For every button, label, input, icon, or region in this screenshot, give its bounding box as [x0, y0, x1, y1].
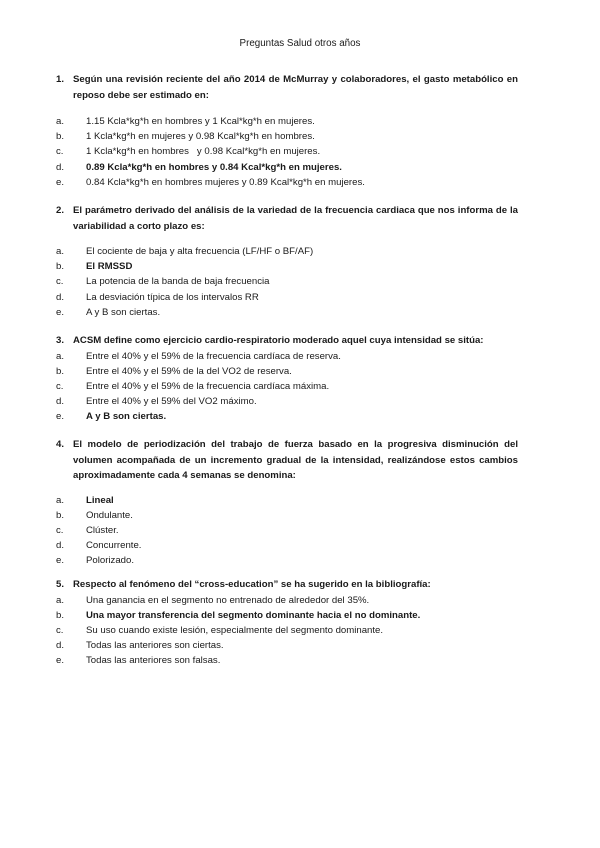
- option-letter: b.: [56, 509, 65, 521]
- option-text: Entre el 40% y el 59% del VO2 máximo.: [86, 396, 257, 408]
- option-text: El RMSSD: [86, 261, 133, 273]
- question-text: El parámetro derivado del análisis de la variedad de la frecuencia cardiaca que nos informa de la variabilidad a corto plazo es:: [73, 205, 518, 232]
- option-text: Su uso cuando existe lesión, especialmente del segmento dominante.: [86, 624, 384, 636]
- question-number: 5.: [56, 579, 65, 590]
- option-e: [56, 175, 518, 190]
- option-letter: c.: [56, 524, 64, 536]
- question-text: El modelo de periodización del trabajo de fuerza basado en la progresiva disminución del volumen acompañada de un incremento gradual de la intensidad, realizándose estos cambios aproximadamente cada 4 semanas se denomina:: [73, 439, 518, 481]
- option-letter: e.: [56, 555, 65, 567]
- option-text: Todas las anteriores son ciertas.: [86, 640, 224, 652]
- question-4: [56, 437, 518, 568]
- option-letter: e.: [56, 411, 65, 423]
- question-header: [56, 72, 518, 103]
- question-header: [56, 333, 518, 349]
- question-text: ACSM define como ejercicio cardio-respiratorio moderado aquel cuya intensidad se sitúa:: [73, 335, 484, 346]
- question-3: [56, 333, 518, 424]
- option-text: 1 Kcla*kg*h en hombres y 0.98 Kcal*kg*h en mujeres.: [86, 146, 321, 158]
- option-b: [56, 259, 518, 274]
- options-list: [56, 349, 518, 425]
- option-text: La desviación típica de los intervalos RR: [86, 291, 259, 303]
- option-letter: c.: [56, 380, 64, 392]
- option-letter: c.: [56, 624, 64, 636]
- option-text: Lineal: [86, 494, 114, 506]
- options-list: [56, 593, 518, 669]
- option-c: [56, 144, 518, 159]
- option-d: [56, 290, 518, 305]
- option-b: [56, 508, 518, 523]
- option-c: [56, 523, 518, 538]
- option-c: [56, 379, 518, 394]
- option-text: Concurrente.: [86, 540, 142, 552]
- option-text: A y B son ciertas.: [86, 306, 161, 318]
- question-2: [56, 203, 518, 320]
- question-header: [56, 577, 518, 593]
- option-c: [56, 623, 518, 638]
- option-a: [56, 493, 518, 508]
- option-text: 1.15 Kcla*kg*h en hombres y 1 Kcal*kg*h en mujeres.: [86, 116, 315, 127]
- question-text: Respecto al fenómeno del “cross-education” se ha sugerido en la bibliografía:: [73, 579, 431, 590]
- option-e: [56, 653, 518, 668]
- option-text: 0.89 Kcla*kg*h en hombres y 0.84 Kcal*kg*h en mujeres.: [86, 161, 342, 173]
- option-text: A y B son ciertas.: [86, 411, 167, 423]
- option-letter: b.: [56, 131, 65, 143]
- option-text: Clúster.: [86, 524, 119, 536]
- question-number: 3.: [56, 335, 65, 346]
- option-d: [56, 394, 518, 409]
- question-number: 1.: [56, 74, 65, 85]
- option-letter: c.: [56, 276, 64, 288]
- option-text: Polorizado.: [86, 555, 134, 567]
- option-text: Ondulante.: [86, 509, 133, 521]
- question-header: [56, 437, 518, 484]
- question-number: 2.: [56, 205, 65, 216]
- option-text: Entre el 40% y el 59% de la del VO2 de reserva.: [86, 365, 292, 377]
- question-1: [56, 72, 518, 190]
- option-letter: e.: [56, 306, 65, 318]
- option-text: 1 Kcla*kg*h en mujeres y 0.98 Kcal*kg*h en hombres.: [86, 131, 315, 143]
- option-c: [56, 274, 518, 289]
- option-b: [56, 608, 518, 623]
- option-b: [56, 364, 518, 379]
- option-a: [56, 593, 518, 608]
- option-letter: d.: [56, 291, 65, 303]
- question-header: [56, 203, 518, 234]
- option-text: Entre el 40% y el 59% de la frecuencia cardíaca máxima.: [86, 380, 330, 392]
- option-text: Todas las anteriores son falsas.: [86, 655, 221, 667]
- page-title: Preguntas Salud otros años: [239, 38, 361, 49]
- option-text: Una mayor transferencia del segmento dominante hacia el no dominante.: [86, 609, 421, 621]
- option-letter: b.: [56, 365, 65, 377]
- option-letter: d.: [56, 540, 65, 552]
- question-5: [56, 577, 518, 668]
- option-d: [56, 538, 518, 553]
- option-text: El cociente de baja y alta frecuencia (LF/HF o BF/AF): [86, 246, 314, 257]
- options-list: [56, 493, 518, 569]
- option-b: [56, 129, 518, 144]
- option-text: 0.84 Kcla*kg*h en hombres mujeres y 0.89 Kcal*kg*h en mujeres.: [86, 176, 365, 188]
- option-letter: b.: [56, 261, 65, 273]
- option-letter: e.: [56, 655, 65, 667]
- question-text: Según una revisión reciente del año 2014 de McMurray y colaboradores, el gasto metabólico en reposo debe ser estimado en:: [73, 74, 518, 101]
- option-letter: c.: [56, 146, 64, 158]
- option-letter: a.: [56, 246, 65, 257]
- option-letter: d.: [56, 640, 65, 652]
- option-text: La potencia de la banda de baja frecuencia: [86, 276, 270, 288]
- option-letter: e.: [56, 176, 65, 188]
- option-letter: a.: [56, 494, 65, 506]
- option-letter: b.: [56, 609, 65, 621]
- option-e: [56, 409, 518, 424]
- option-letter: a.: [56, 350, 65, 362]
- option-letter: d.: [56, 396, 65, 408]
- option-text: Entre el 40% y el 59% de la frecuencia cardíaca de reserva.: [86, 350, 341, 362]
- option-letter: d.: [56, 161, 65, 173]
- option-letter: a.: [56, 116, 65, 127]
- option-letter: a.: [56, 594, 65, 606]
- option-text: Una ganancia en el segmento no entrenado de alrededor del 35%.: [86, 594, 370, 606]
- options-list: [56, 114, 518, 190]
- option-a: [56, 244, 518, 259]
- question-number: 4.: [56, 439, 65, 450]
- option-a: [56, 349, 518, 364]
- option-a: [56, 114, 518, 129]
- option-d: [56, 638, 518, 653]
- option-e: [56, 553, 518, 568]
- option-d: [56, 160, 518, 175]
- options-list: [56, 244, 518, 320]
- option-e: [56, 305, 518, 320]
